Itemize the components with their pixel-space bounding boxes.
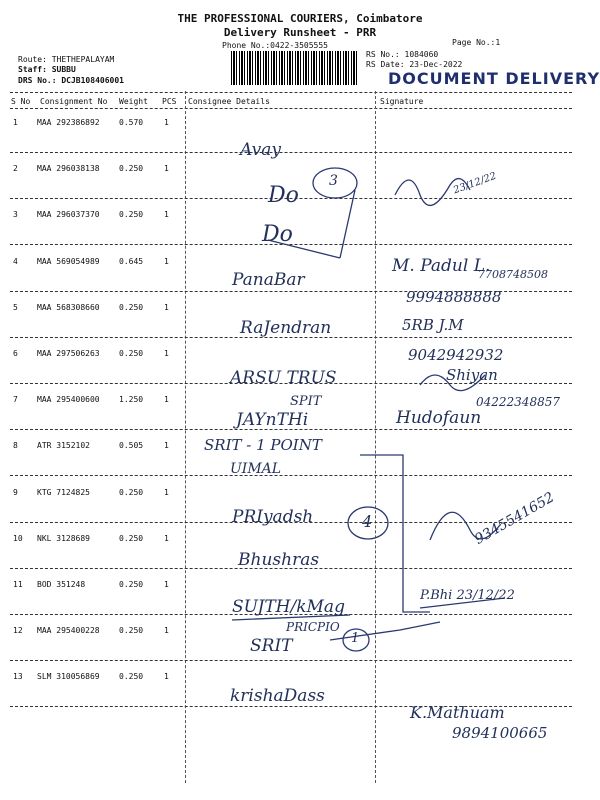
sig-phone-04222348857: 04222348857 xyxy=(476,395,560,409)
row-sno: 13 xyxy=(13,672,23,682)
hw-krishadass: krishaDass xyxy=(230,686,325,706)
col-header-pcs: PCS xyxy=(162,97,177,106)
row-pcs: 1 xyxy=(164,349,169,358)
phone-number: Phone No.:0422-3505555 xyxy=(222,41,328,50)
drs-number: DRS No.: DCJB108406001 xyxy=(18,76,124,85)
row-pcs: 1 xyxy=(164,395,169,405)
col-header-signature: Signature xyxy=(380,97,424,106)
row-weight: 0.250 xyxy=(119,672,144,682)
sig-phone-9345541652: 9345541652 xyxy=(472,489,558,548)
hw-uimal: UIMAL xyxy=(230,461,282,477)
hw-srit: SRIT xyxy=(250,636,293,656)
sig-srb: 5RB J.M xyxy=(402,316,464,334)
row-weight: 1.250 xyxy=(119,395,144,405)
sig-phone-9994888888: 9994888888 xyxy=(406,288,502,306)
row-sno: 9 xyxy=(13,487,18,497)
col-header-weight: Weight xyxy=(119,97,148,106)
row-weight: 0.250 xyxy=(119,580,144,589)
bracket-line xyxy=(340,190,355,258)
sig-phone-9894100665: 9894100665 xyxy=(452,724,548,742)
sig-phone-9042942932: 9042942932 xyxy=(408,346,504,364)
sig-m-padul: M. Padul L. xyxy=(392,256,491,276)
row-weight: 0.250 xyxy=(119,302,144,312)
route-label: Route: THETHEPALAYAM xyxy=(18,55,115,64)
row-weight: 0.250 xyxy=(119,626,144,636)
runsheet-subtitle: Delivery Runsheet - PRR xyxy=(223,26,377,39)
row-consignment-no: NKL 3128689 xyxy=(37,533,90,543)
hw-avay: Avay xyxy=(240,140,281,160)
col-header-sno: S No xyxy=(11,97,31,106)
row-pcs: 1 xyxy=(164,256,169,266)
row-pcs: 1 xyxy=(164,487,169,497)
hw-pricpio: PRICPIO xyxy=(286,620,340,634)
row-consignment-no: MAA 295400228 xyxy=(37,626,100,636)
row-sno: 7 xyxy=(13,395,18,405)
sig-shiyan: Shiyan xyxy=(446,366,498,384)
row-sno: 6 xyxy=(13,349,18,358)
hw-spit: SPIT xyxy=(290,394,322,409)
row-sno: 3 xyxy=(13,210,18,220)
row-consignment-no: MAA 297506263 xyxy=(37,349,100,358)
row-consignment-no: MAA 568308660 xyxy=(37,302,100,312)
rs-number: RS No.: 1084060 xyxy=(366,50,439,59)
row-sno: 2 xyxy=(13,164,18,174)
row-consignment-no: KTG 7124825 xyxy=(37,487,90,497)
hw-do-2: Do xyxy=(262,222,293,247)
hw-jaynthi: JAYnTHi xyxy=(236,410,309,430)
hw-srit-1-point: SRIT - 1 POINT xyxy=(204,436,322,454)
row-pcs: 1 xyxy=(164,626,169,636)
row-consignment-no: ATR 3152102 xyxy=(37,441,90,451)
hw-priyadsh: PRIyadsh xyxy=(232,507,314,527)
row-sno: 8 xyxy=(13,441,18,451)
rs-date: RS Date: 23-Dec-2022 xyxy=(366,60,463,69)
row-weight: 0.250 xyxy=(119,533,144,543)
row-weight: 0.505 xyxy=(119,441,144,451)
hw-mark-4: 4 xyxy=(362,512,373,531)
page-number: Page No.:1 xyxy=(452,38,501,47)
document-delivery-stamp: DOCUMENT DELIVERY xyxy=(388,69,600,88)
row-sno: 12 xyxy=(13,626,23,636)
hw-sujith-kmag: SUJTH/kMag xyxy=(232,597,345,617)
row-weight: 0.645 xyxy=(119,256,144,266)
row-pcs: 1 xyxy=(164,533,169,543)
row-consignment-no: MAA 296037370 xyxy=(37,210,100,220)
hw-mark-1: 1 xyxy=(351,631,360,646)
row-pcs: 1 xyxy=(164,118,169,127)
row-consignment-no: MAA 296038138 xyxy=(37,164,100,174)
col-header-consignment: Consignment No xyxy=(40,97,108,106)
row-pcs: 1 xyxy=(164,441,169,451)
hw-arsu-trus: ARSU TRUS xyxy=(230,368,337,388)
row-consignment-no: BOD 351248 xyxy=(37,580,86,589)
col-header-consignee: Consignee Details xyxy=(188,97,270,106)
row-sno: 11 xyxy=(13,580,23,589)
row-sno: 1 xyxy=(13,118,18,127)
sig-date-row2: 23/12/22 xyxy=(452,170,498,197)
hw-mark-3: 3 xyxy=(329,173,338,189)
row-weight: 0.570 xyxy=(119,118,144,127)
bracket-path-lower xyxy=(330,622,440,640)
sig-k-mathuam: K.Mathuam xyxy=(410,703,505,722)
row-consignment-no: MAA 569054989 xyxy=(37,256,100,266)
hw-bhushras: Bhushras xyxy=(238,550,320,570)
row-sno: 4 xyxy=(13,256,18,266)
row-consignment-no: SLM 310056869 xyxy=(37,672,100,682)
sig-phone-7708748508: 7708748508 xyxy=(478,268,548,281)
row-consignment-no: MAA 292386892 xyxy=(37,118,100,127)
row-pcs: 1 xyxy=(164,164,169,174)
company-title: THE PROFESSIONAL COURIERS, Coimbatore xyxy=(177,12,423,25)
row-pcs: 1 xyxy=(164,210,169,220)
row-weight: 0.250 xyxy=(119,210,144,220)
row-pcs: 1 xyxy=(164,672,169,682)
staff-label: Staff: SUBBU xyxy=(18,65,76,74)
hw-do-1: Do xyxy=(268,183,299,208)
row-weight: 0.250 xyxy=(119,164,144,174)
row-consignment-no: MAA 295400600 xyxy=(37,395,100,405)
row-pcs: 1 xyxy=(164,302,169,312)
sig-hudofaun: Hudofaun xyxy=(396,408,482,428)
row-sno: 10 xyxy=(13,533,23,543)
row-weight: 0.250 xyxy=(119,487,144,497)
row-sno: 5 xyxy=(13,302,18,312)
sig-pbhi: P.Bhi 23/12/22 xyxy=(420,588,515,603)
row-weight: 0.250 xyxy=(119,349,144,358)
hw-rajendran: RaJendran xyxy=(240,318,332,338)
row-pcs: 1 xyxy=(164,580,169,589)
hw-panabar: PanaBar xyxy=(232,270,305,290)
